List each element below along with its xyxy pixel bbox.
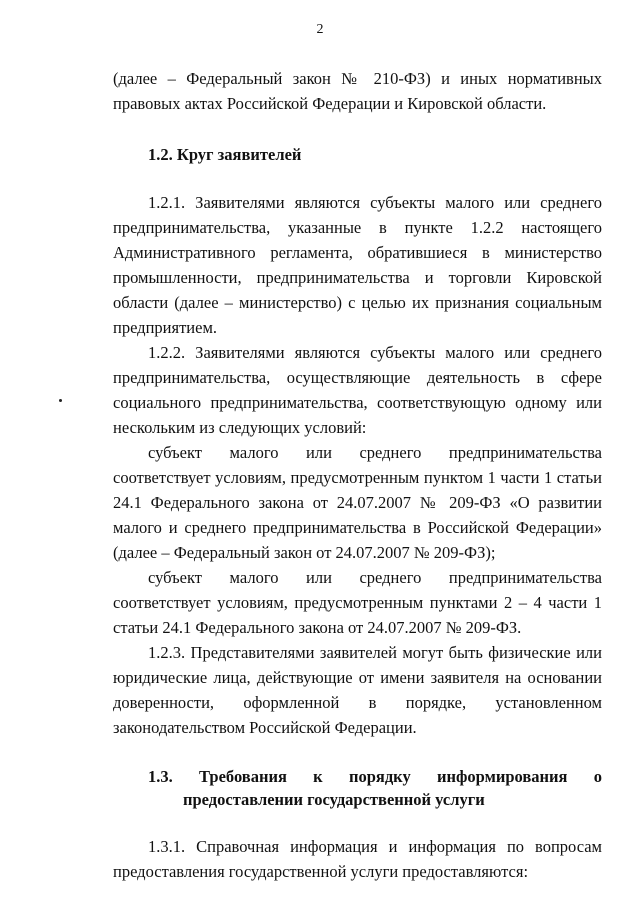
page-number: 2	[316, 22, 324, 37]
paragraph-1-2-1: 1.2.1. Заявителями являются субъекты малого или среднего предпринимательства, указанные в пункте 1.2.2 настоящего Административного регламента, обратившиеся в министерство промышленности, предпринимательства и торговли Кировской области (далее – министерство) с целью их признания социальным предприятием.	[113, 193, 602, 337]
paragraph-1-2-3: 1.2.3. Представителями заявителей могут быть физические или юридические лица, действующие от имени заявителя на основании доверенности, оформленной в порядке, установленном законодательством Российской Федерации.	[113, 643, 602, 737]
section-heading-1-3: 1.3. Требования к порядку информирования о предоставлении государственной услуги	[148, 767, 602, 809]
scan-mark	[59, 399, 62, 402]
paragraph-1-3-1: 1.3.1. Справочная информация и информация по вопросам предоставления государственной услуги предоставляются:	[113, 837, 602, 881]
paragraph-1-2-2: 1.2.2. Заявителями являются субъекты малого или среднего предпринимательства, осуществляющие деятельность в сфере социального предпринимательства, соответствующую одному или нескольким из следующих условий:	[113, 343, 602, 437]
paragraph-condition-2: субъект малого или среднего предпринимательства соответствует условиям, предусмотренным пунктами 2 – 4 части 1 статьи 24.1 Федерального закона от 24.07.2007 № 209-ФЗ.	[113, 568, 602, 637]
section-heading-1-2: 1.2. Круг заявителей	[148, 145, 302, 164]
document-body	[113, 66, 602, 884]
paragraph-condition-1: субъект малого или среднего предпринимательства соответствует условиям, предусмотренным пунктом 1 части 1 статьи 24.1 Федерального закона от 24.07.2007 № 209-ФЗ «О развитии малого и среднего предпринимательства в Российской Федерации» (далее – Федеральный закон от 24.07.2007 № 209-ФЗ);	[113, 443, 602, 562]
paragraph-intro: (далее – Федеральный закон № 210-ФЗ) и иных нормативных правовых актах Российской Федерации и Кировской области.	[113, 69, 602, 113]
